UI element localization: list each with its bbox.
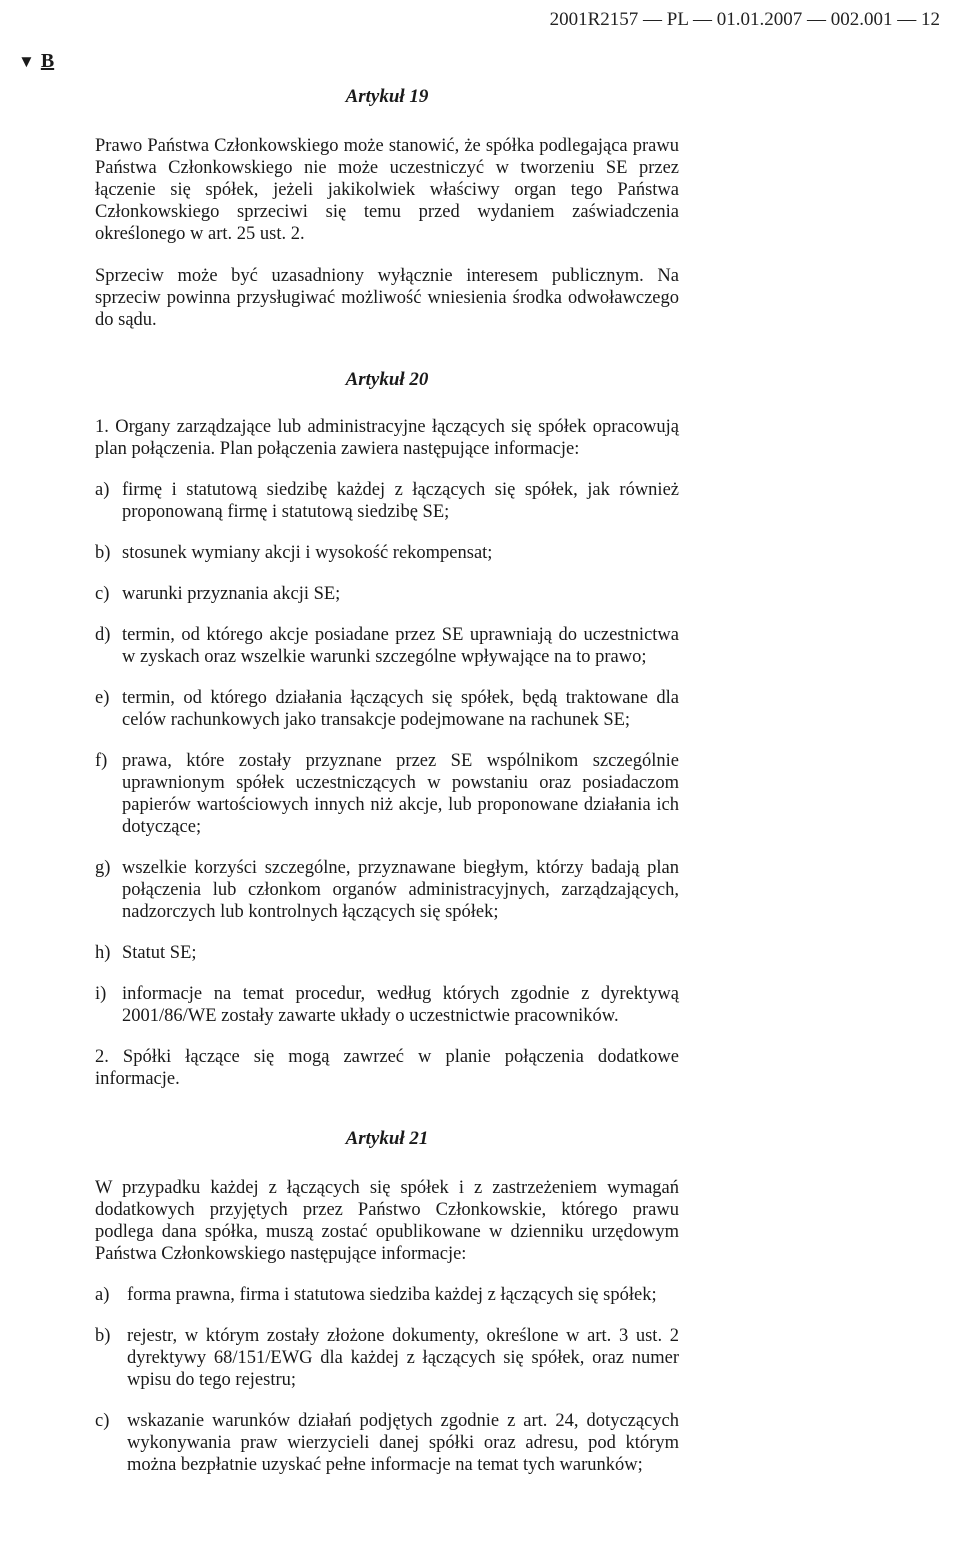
list-item: d) termin, od którego akcje posiadane przez SE uprawniają do uczestnictwa w zyskach oraz wszelkie warunki szczególne wpływające na to prawo; <box>95 625 679 667</box>
list-item: g) wszelkie korzyści szczególne, przyznawane biegłym, którzy badają plan połączenia lub członkom organów administracyjnych, zarządzających, nadzorczych lub kontrolnych łączących się spółek; <box>95 858 679 922</box>
article-20 <box>95 369 679 1090</box>
list-item: f) prawa, które zostały przyznane przez SE wspólnikom szczególnie uprawnionym spółek uczestniczących w powstaniu oraz posiadaczom papierów wartościowych innych niż akcje, lub proponowane działania ich dotyczące; <box>95 751 679 837</box>
list-item: b) stosunek wymiany akcji i wysokość rekompensat; <box>95 543 493 563</box>
list-item: e) termin, od którego działania łączących się spółek, będą traktowane dla celów rachunkowych jako transakcje podejmowane na rachunek SE; <box>95 688 679 730</box>
list-item: h) Statut SE; <box>95 943 197 963</box>
document-header <box>0 0 960 40</box>
list-item: b) rejestr, w którym zostały złożone dokumenty, określone w art. 3 ust. 2 dyrektywy 68/151/EWG dla każdej z łączących się spółek, oraz numer wpisu do tego rejestru; <box>95 1326 679 1390</box>
document-body <box>95 86 679 1476</box>
article-21 <box>95 1128 679 1476</box>
triangle-down-icon: ▼ <box>18 51 35 71</box>
list-item: a) forma prawna, firma i statutowa siedziba każdej z łączących się spółek; <box>95 1285 657 1305</box>
article-20-list <box>95 479 679 1027</box>
article-21-title: Artykuł 21 <box>345 1128 429 1149</box>
article-20-title: Artykuł 20 <box>345 369 429 390</box>
article-19-paragraph-2: Sprzeciw może być uzasadniony wyłącznie interesem publicznym. Na sprzeciw powinna przysługiwać możliwość wniesienia środka odwoławczego do sądu. <box>95 266 679 330</box>
list-item: c) warunki przyznania akcji SE; <box>95 584 341 604</box>
article-19-paragraph-1: Prawo Państwa Członkowskiego może stanowić, że spółka podlegająca prawu Państwa Członkowskiego nie może uczestniczyć w tworzeniu SE przez łączenie się spółek, jeżeli jakikolwiek właściwy organ tego Państwa Członkowskiego sprzeciwi się temu przed wydaniem zaświadczenia określonego w art. 25 ust. 2. <box>95 136 679 244</box>
list-item: i) informacje na temat procedur, według których zgodnie z dyrektywą 2001/86/WE zostały zawarte układy o uczestnictwie pracowników. <box>95 984 679 1026</box>
article-20-paragraph-2: 2. Spółki łączące się mogą zawrzeć w planie połączenia dodatkowe informacje. <box>95 1047 679 1089</box>
article-21-list <box>95 1284 679 1476</box>
article-21-paragraph-1: W przypadku każdej z łączących się spółek i z zastrzeżeniem wymagań dodatkowych przyjętych przez Państwo Członkowskie, którego prawu podlega dana spółka, muszą zostać opublikowane w dzienniku urzędowym Państwa Członkowskiego następujące informacje: <box>95 1178 679 1264</box>
article-19 <box>95 86 679 331</box>
article-19-title: Artykuł 19 <box>345 86 429 107</box>
amendment-marker <box>18 50 54 73</box>
list-item: a) firmę i statutową siedzibę każdej z łączących się spółek, jak również proponowaną firmę i statutową siedzibę SE; <box>95 480 679 522</box>
amendment-code-link[interactable]: B <box>40 50 55 72</box>
list-item: c) wskazanie warunków działań podjętych zgodnie z art. 24, dotyczących wykonywania praw wierzycieli danej spółki oraz adresu, pod którym można bezpłatnie uzyskać pełne informacje na temat tych warunków; <box>95 1411 679 1475</box>
document-reference: 2001R2157 — PL — 01.01.2007 — 002.001 — 12 <box>549 9 940 30</box>
article-20-paragraph-1: 1. Organy zarządzające lub administracyjne łączących się spółek opracowują plan połączenia. Plan połączenia zawiera następujące informacje: <box>95 417 679 459</box>
